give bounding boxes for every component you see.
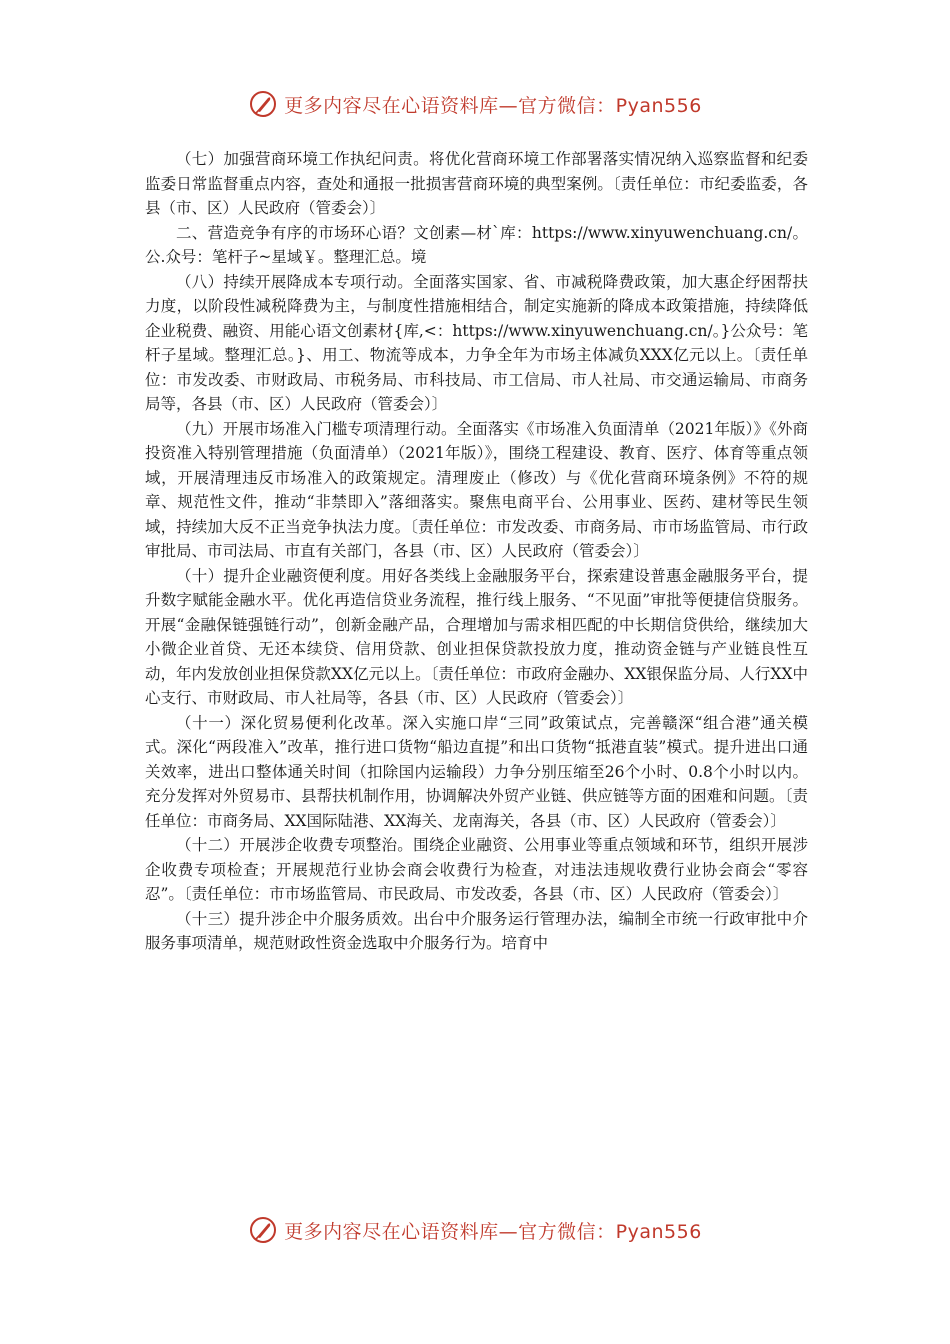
pen-leaf-logo-icon <box>248 89 278 119</box>
paragraph-8: （八）持续开展降成本专项行动。全面落实国家、省、市减税降费政策，加大惠企纾困帮扶力度，以阶段性减税降费为主，与制度性措施相结合，制定实施新的降成本政策措施，持续降低企业税费、融资、用能心语文创素材{库,<：https://www.xinyuwenchuang.cn/。}公众号：笔杆子星域。整理汇总。}、用工、物流等成本，力争全年为市场主体减负XXX亿元以上。〔责任单位：市发改委、市财政局、市税务局、市科技局、市工信局、市人社局、市交通运输局、市商务局等，各县（市、区）人民政府（管委会）〕 <box>145 272 808 413</box>
paragraph-10: （十）提升企业融资便利度。用好各类线上金融服务平台，探索建设普惠金融服务平台，提升数字赋能金融水平。优化再造信贷业务流程，推行线上服务、“不见面”审批等便捷信贷服务。开展“金融保链强链行动”，创新金融产品，合理增加与需求相匹配的中长期信贷供给，继续加大小微企业首贷、无还本续贷、信用贷款、创业担保贷款投放力度，推动资金链与产业链良性互动，年内发放创业担保贷款XX亿元以上。〔责任单位：市政府金融办、XX银保监分局、人行XX中心支行、市财政局、市人社局等，各县（市、区）人民政府（管委会）〕 <box>145 566 808 707</box>
paragraph-11: （十一）深化贸易便利化改革。深入实施口岸“三同”政策试点，完善赣深“组合港”通关模式。深化“两段准入”改革，推行进口货物“船边直提”和出口货物“抵港直装”模式。提升进出口通关效率，进出口整体通关时间（扣除国内运输段）力争分别压缩至26个小时、0.8个小时以内。充分发挥对外贸易市、县帮扶机制作用，协调解决外贸产业链、供应链等方面的困难和问题。〔责任单位：市商务局、XX国际陆港、XX海关、龙南海关，各县（市、区）人民政府（管委会）〕 <box>145 713 808 830</box>
banner-text: 更多内容尽在心语资料库—官方微信：Pyan556 <box>284 94 702 117</box>
footer-banner <box>0 1210 950 1250</box>
banner-text: 更多内容尽在心语资料库—官方微信：Pyan556 <box>284 1220 702 1243</box>
pen-leaf-logo-icon <box>248 1215 278 1245</box>
paragraph-9: （九）开展市场准入门槛专项清理行动。全面落实《市场准入负面清单（2021年版）》《外商投资准入特别管理措施（负面清单）（2021年版）》，围绕工程建设、教育、医疗、体育等重点领域，开展清理违反市场准入的政策规定。清理废止（修改）与《优化营商环境条例》不符的规章、规范性文件，推动“非禁即入”落细落实。聚焦电商平台、公用事业、医药、建材等民生领域，持续加大反不正当竞争执法力度。〔责任单位：市发改委、市商务局、市市场监管局、市行政审批局、市司法局、市直有关部门，各县（市、区）人民政府（管委会）〕 <box>145 419 808 560</box>
paragraph-12: （十二）开展涉企收费专项整治。围绕企业融资、公用事业等重点领域和环节，组织开展涉企收费专项检查；开展规范行业协会商会收费行为检查，对违法违规收费行业协会商会“零容忍”。〔责任单位：市市场监管局、市民政局、市发改委，各县（市、区）人民政府（管委会）〕 <box>145 836 808 903</box>
paragraph-7: （七）加强营商环境工作执纪问责。将优化营商环境工作部署落实情况纳入巡察监督和纪委监委日常监督重点内容，查处和通报一批损害营商环境的典型案例。〔责任单位：市纪委监委，各县（市、区）人民政府（管委会）〕 <box>145 150 808 217</box>
header-banner <box>0 84 950 124</box>
document-body <box>145 147 808 956</box>
paragraph-13: （十三）提升涉企中介服务质效。出台中介服务运行管理办法，编制全市统一行政审批中介服务事项清单，规范财政性资金选取中介服务行为。培育中 <box>145 909 808 952</box>
section-heading-2: 二、营造竞争有序的市场环心语？文创素—材`库：https://www.xinyuwenchuang.cn/。公.众号：笔杆子~星域￥。整理汇总。境 <box>145 223 808 266</box>
